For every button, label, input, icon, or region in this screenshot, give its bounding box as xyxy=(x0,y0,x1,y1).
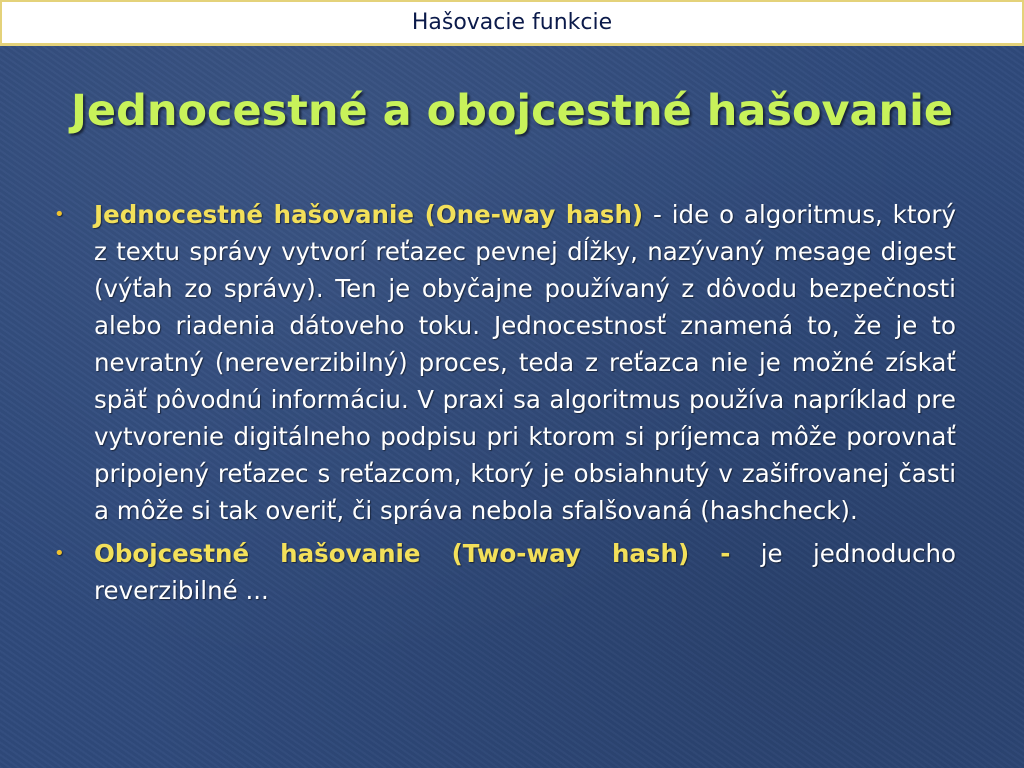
slide-title: Jednocestné a obojcestné hašovanie xyxy=(70,86,954,136)
header-title: Hašovacie funkcie xyxy=(411,10,613,35)
bullet-term: Obojcestné hašovanie (Two-way hash) - xyxy=(94,539,731,568)
bullet-list xyxy=(52,196,956,615)
bullet-icon: • xyxy=(54,204,65,225)
bullet-icon: • xyxy=(54,543,65,564)
bullet-text: - ide o algoritmus, ktorý z textu správy vytvorí reťazec pevnej dĺžky, nazývaný mesage digest (výťah zo správy). Ten je obyčajne používaný z dôvodu bezpečnosti alebo riadenia dátoveho toku. Jednocestnosť znamená to, že je to nevratný (nereverzibilný) proces, teda z reťazca nie je možné získať späť pôvodnú informáciu. V praxi sa algoritmus používa napríklad pre vytvorenie digitálneho podpisu pri ktorom si príjemca môže porovnať pripojený reťazec s reťazcom, ktorý je obsiahnutý v zašifrovanej časti a môže si tak overiť, či správa nebola sfalšovaná (hashcheck). xyxy=(94,200,956,525)
bullet-term: Jednocestné hašovanie (One-way hash) xyxy=(94,200,644,229)
bullet-text: je jednoducho reverzibilné ... xyxy=(94,539,956,605)
bullet-item-one-way xyxy=(52,196,956,529)
bullet-item-two-way xyxy=(52,535,956,609)
header-bar xyxy=(0,0,1024,46)
